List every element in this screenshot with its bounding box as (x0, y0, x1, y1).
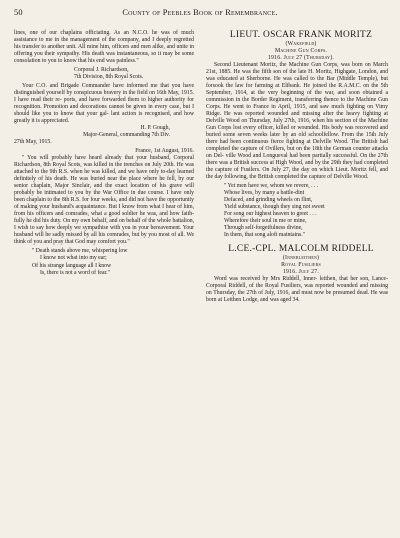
addressee-unit: 7th Division, 8th Royal Scots. (74, 74, 144, 81)
verse-line: For song our highest heaven to greet . . . (224, 211, 317, 218)
verse-line: Of his strange language all I know (32, 262, 112, 269)
verse-line: Is, there is not a word of fear." (40, 269, 110, 276)
page-header (14, 8, 386, 20)
verse-line: Through self-forgetfulness divine, (224, 225, 303, 232)
entry-date-moritz: 1916. July 27 (Thursday). (267, 55, 335, 61)
addressee-name: Corporal J. Richardson, (74, 67, 129, 74)
entry-place-moritz: (Wakefield) (285, 41, 317, 47)
entry-unit-riddell: Royal Fusiliers (281, 262, 321, 269)
signature-date: 27th May, 1915. (14, 139, 52, 146)
entry-date-riddell: 1916. July 27. (282, 269, 320, 276)
verse-line: In them, that song aloft maintains." (224, 232, 306, 239)
verse-line: Yield substance, though they sing not sweet (224, 204, 325, 211)
letter-continuation: lines, one of our chaplains officiating. As an N.C.O. he was of much assistance to me in the management of the company, and I deeply regretted his transfer to another unit. All mine him, officers and men alike, and unite in offering you their sympathy. His death was instantaneous, so it may be some consolation to you to know that his end was painless." (14, 30, 195, 65)
signature-name: H. P. Gough, (140, 125, 170, 132)
entry-name-moritz: LIEUT. OSCAR FRANK MORITZ (229, 30, 373, 40)
entry-place-riddell: (Innerleithen) (282, 255, 320, 262)
letter-dateline: France, 1st August, 1916. (135, 148, 194, 155)
verse-line: " Yet men have we, whom we revere, . . . (224, 183, 319, 190)
verse-line: Wherefore their soul in me or mine, (224, 218, 307, 225)
verse-line: Whose lives, by many a battle-dint (224, 190, 305, 197)
verse-line: " Death stands above me, whispering low (32, 248, 128, 255)
verse-line: I know not what into my ear; (40, 255, 107, 262)
entry-body-moritz: Second Lieutenant Moritz, the Machine Gun Corps, was born on March 21st, 1885. He was the fifth son of the late H. Moritz, Highgate, London, and was educated at Sherborne. He was called to the Bar (Middle Temple), but forsook the law for farming at Elibank. He joined the R.A.M.C. on the 5th September, 1914, at the very beginning of the war, and soon obtained a commission in the Border Regiment, transferring thence to the Machine Gun Corps. He went to France in April, 1915, and saw much fighting on Vimy Ridge. He was reported wounded and missing after the heavy fighting at Delville Wood on Thursday, July 27th, 1916, when his section of the Machine Gun Corps lost every officer, killed or wounded. His body was recovered and buried some seven weeks later by an old schoolfellow. From the 15th July there had been continuous fierce fighting at Delville Wood. The British had completed the capture of Ovillers, but on the 18th the German counter attacks on Del- ville Wood and Longueval had been partially successful. On the 27th there was a British success at High Wood, and by the 29th they had completed the capture of Fusilers. On July 27, the day on which Lieut. Moritz fell, and the day following, the British completed the capture of Delville Wood. (206, 62, 389, 181)
page-number: 50 (14, 8, 23, 17)
entry-unit-moritz: Machine Gun Corps. (274, 48, 328, 54)
left-column (14, 30, 194, 277)
entry-body-riddell: Word was received by Mrs Riddell, Inner- leithen, that her son, Lance-Corporal Riddell, of the Royal Fusiliers, was reported wounded and missing on Thursday, the 27th of July, 1916, and must now be presumed dead. He was born at Leithen Lodge, and was aged 34. (206, 276, 389, 304)
commendation-paragraph: Your C.O. and Brigade Commander have informed me that you have distinguished yourself by conspicuous bravery in the field on 16th May, 1915. I have read their re- ports, and have forwarded them to higher authority for recognition. Promotion and decorations cannot be given in every case, but I should like you to know that your gal- lant action is recognised, and how greatly it is appreciated. (14, 83, 195, 125)
verse-line: Defaced, and grinding wheels on flint, (224, 197, 313, 204)
entry-name-riddell: L.CE.-CPL. MALCOLM RIDDELL (228, 244, 374, 255)
chaplain-letter: " You will probably have heard already that your husband, Corporal Richardson, 8th Royal Scots, was killed in the trenches on July 20th. He was attached to the 9th R.S. when he was killed, and we have only to-day learned definitely of his death. He was buried near the place where he fell, by our senior chaplain, Major Sinclair, and the exact location of his grave will probably be intimated to you by the War Office in due course. I have only been chaplain to the 8th R.S. for four weeks, and did not have the opportunity of making your husband's acquaintance. But I know from what I hear of him, from his officers and comrades, what a good soldier he was, and how faith- fully he did his duty. On my own behalf, and on behalf of the whole battalion, I wish to say how deeply we sympathise with you in your bereavement. Your husband will be sadly missed by all his comrades, but by you most of all. We think of you and pray that God may comfort you." (14, 155, 195, 246)
right-column (206, 30, 388, 304)
running-title: County of Peebles Book of Remembrance. (122, 8, 278, 17)
signature-title: Major-General, commanding 7th Div. (83, 132, 170, 139)
